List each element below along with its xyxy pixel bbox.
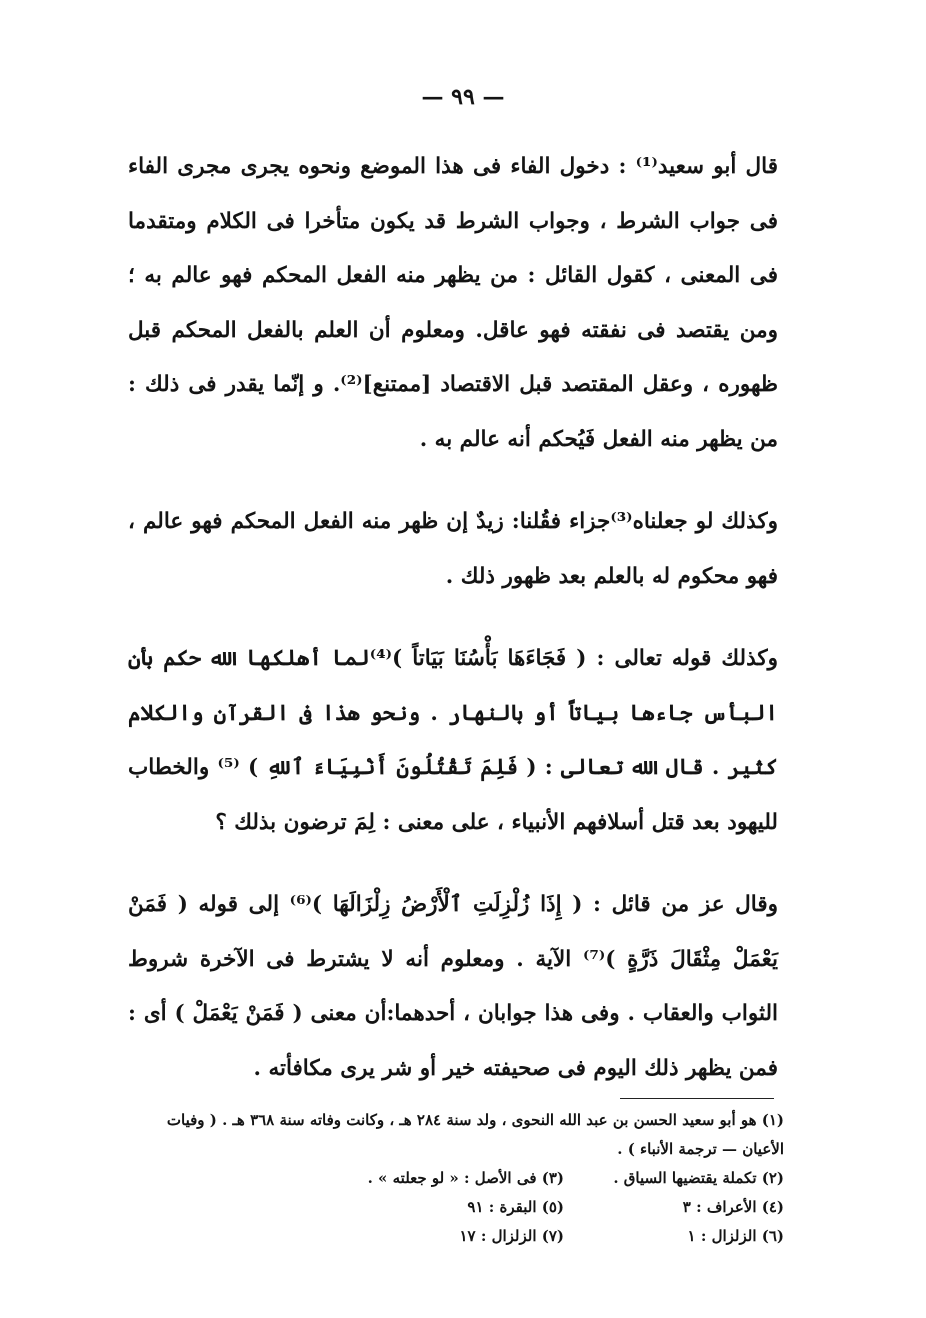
paragraph-3: وكذلك قوله تعالى : ( فَجَاءَهَا بَأْسُنَا بَيَاتاً )⁽⁴⁾لما أهلكها الله حكم بأن البأس جاءها بياتاً أو بالنهار . ونحو هذا فى القرآن والكلام كثير . قال الله تعالى : ( فَلِمَ تَقْتُلُونَ أَنْبِيَاءَ ٱللهِ ) ⁽⁵⁾ والخطاب لليهود بعد قتل أسلافهم الأنبياء ، على معنى : لِمَ ترضون بذلك ؟ — [128, 646, 778, 835]
footnote-3: (٣) فى الأصل : « لو جعلته » . — [367, 1169, 564, 1187]
footnote-7: (٧) الزلزال : ١٧ — [459, 1227, 564, 1245]
footnote-grid — [124, 1164, 784, 1251]
main-text — [128, 140, 778, 1124]
footnote-6: (٦) الزلزال : ١ — [687, 1227, 784, 1245]
footnote-1: (١) هو أبو سعيد الحسن بن عبد الله النحوى ، ولد سنة ٢٨٤ هـ ، وكانت وفاته سنة ٣٦٨ هـ . ( وفيات الأعيان — ترجمة الأنباء ) . — [166, 1111, 784, 1158]
paragraph-4: وقال عز من قائل : ( إِذَا زُلْزِلَتِ ٱلْأَرْضُ زِلْزَالَهَا )⁽⁶⁾ إلى قوله ( فَمَنْ يَعْمَلْ مِثْقَالَ ذَرَّةٍ )⁽⁷⁾ الآية . ومعلوم أنه لا يشترط فى الآخرة شروط الثواب والعقاب . وفى هذا جوابان ، أحدهما:أن معنى ( فَمَنْ يَعْمَلْ ) أى : فمن يظهر ذلك اليوم فى صحيفته خير أو شر يرى مكافأته . — [128, 892, 778, 1081]
footnotes — [124, 1106, 784, 1251]
paragraph-1: قال أبو سعيد⁽¹⁾ : دخول الفاء فى هذا الموضع ونحوه يجرى مجرى الفاء فى جواب الشرط ، وجواب الشرط قد يكون متأخرا فى الكلام ومتقدما فى المعنى ، كقول القائل : من يظهر منه الفعل المحكم فهو عالم به ؛ ومن يقتصد فى نفقته فهو عاقل. ومعلوم أن العلم بالفعل المحكم قبل ظهوره ، وعقل المقتصد قبل الاقتصاد [ممتنع]⁽²⁾. و إنّما يقدر فى ذلك : من يظهر منه الفعل فَيُحكم أنه عالم به . — [128, 154, 778, 452]
footnote-5: (٥) البقرة : ٩١ — [467, 1198, 564, 1216]
footnote-divider — [620, 1098, 774, 1099]
footnote-4: (٤) الأعراف : ٣ — [682, 1198, 784, 1216]
page-number: — ٩٩ — — [421, 84, 505, 110]
footnote-2: (٢) تكملة يقتضيها السياق . — [613, 1169, 784, 1187]
paragraph-2: وكذلك لو جعلناه⁽³⁾جزاء فقُلنا: زيدٌ إن ظهر منه الفعل المحكم فهو عالم ، فهو محكوم له بالعلم بعد ظهور ذلك . — [128, 509, 778, 589]
